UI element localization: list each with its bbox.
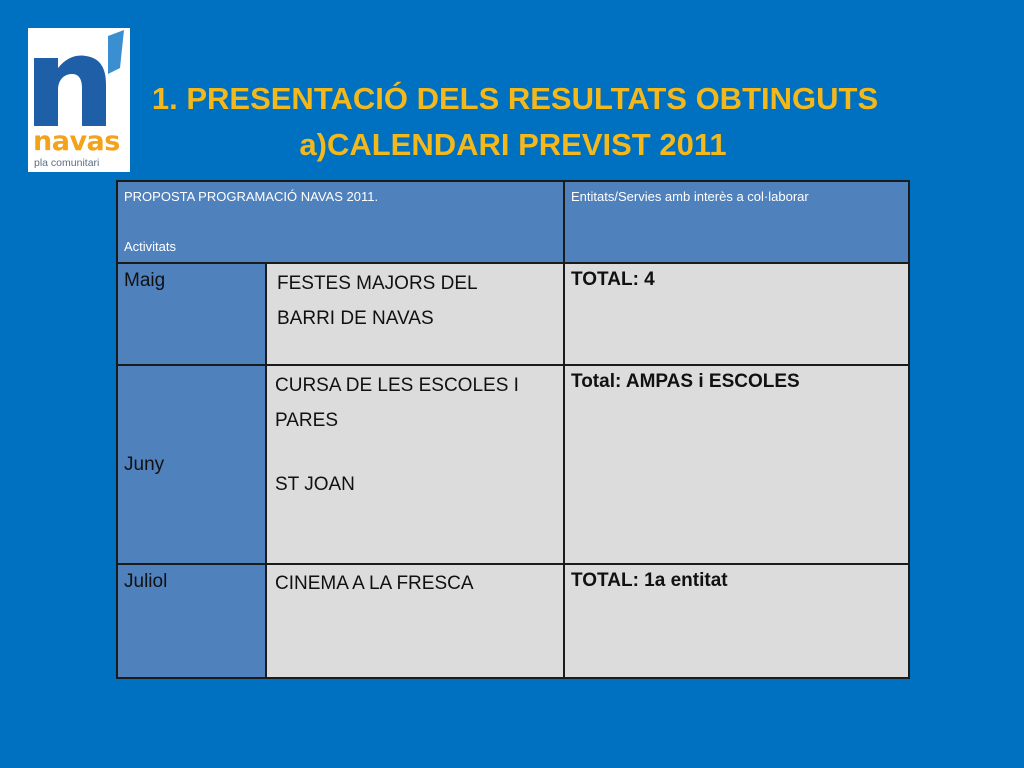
month-label: Juny bbox=[124, 453, 165, 475]
header-activities-label: Activitats bbox=[124, 239, 177, 254]
month-cell: Maig bbox=[117, 263, 266, 365]
activity-line: FESTES MAJORS DEL bbox=[277, 273, 478, 294]
navas-n-icon bbox=[28, 28, 130, 132]
header-programming-label: PROPOSTA PROGRAMACIÓ NAVAS 2011. bbox=[124, 189, 379, 204]
table-row bbox=[117, 365, 909, 564]
activity-line: CURSA DE LES ESCOLES I bbox=[275, 375, 519, 396]
total-cell: TOTAL: 1a entitat bbox=[564, 564, 909, 678]
activities-cell bbox=[266, 564, 564, 678]
table-header-row bbox=[117, 181, 909, 263]
total-cell: Total: AMPAS i ESCOLES bbox=[564, 365, 909, 564]
page-subtitle: a)CALENDARI PREVIST 2011 bbox=[299, 127, 727, 162]
activities-cell bbox=[266, 263, 564, 365]
activity-line: CINEMA A LA FRESCA bbox=[275, 573, 474, 594]
month-cell bbox=[117, 365, 266, 564]
header-activities bbox=[117, 181, 564, 263]
header-entities: Entitats/Servies amb interès a col·laborar bbox=[564, 181, 909, 263]
activity-line: PARES bbox=[275, 410, 339, 431]
activity-line: BARRI DE NAVAS bbox=[277, 308, 434, 329]
logo-word: navas bbox=[33, 126, 120, 157]
table-row bbox=[117, 263, 909, 365]
logo-subtitle: pla comunitari bbox=[34, 157, 100, 169]
month-cell: Juliol bbox=[117, 564, 266, 678]
table-row bbox=[117, 564, 909, 678]
total-cell: TOTAL: 4 bbox=[564, 263, 909, 365]
activities-cell bbox=[266, 365, 564, 564]
page-title: 1. PRESENTACIÓ DELS RESULTATS OBTINGUTS bbox=[151, 81, 879, 116]
activity-line: ST JOAN bbox=[275, 474, 355, 495]
navas-logo bbox=[28, 28, 130, 172]
schedule-table bbox=[116, 180, 910, 679]
